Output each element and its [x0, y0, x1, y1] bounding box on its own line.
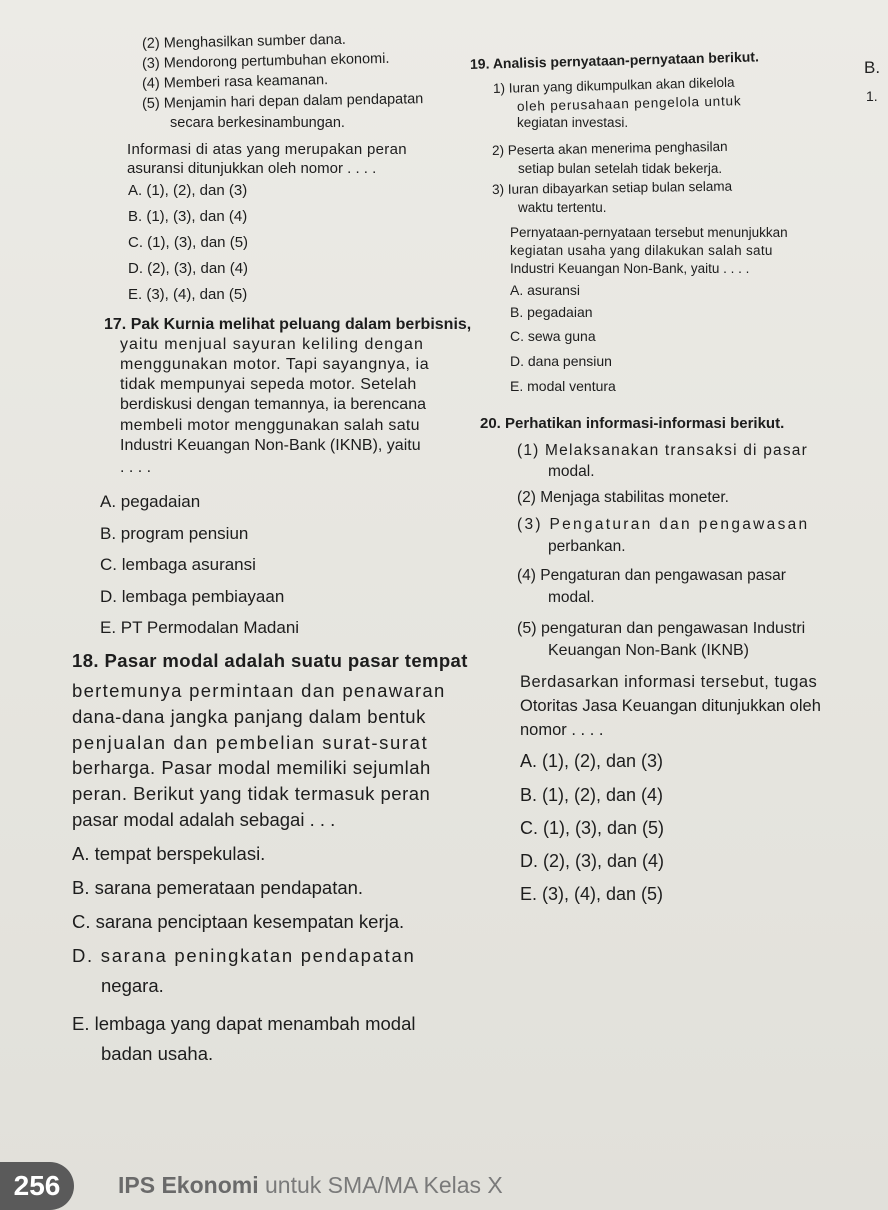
q17-stem-line: berdiskusi dengan temannya, ia berencana	[120, 396, 426, 413]
q18-option-c: C. sarana penciptaan kesempatan kerja.	[72, 911, 405, 932]
q18-option-a: A. tempat berspekulasi.	[72, 843, 266, 864]
q20-stem-line: nomor . . . .	[520, 721, 604, 739]
q20-title: 20. Perhatikan informasi-informasi berikut.	[480, 415, 785, 432]
q18-option-d-cont: negara.	[101, 975, 164, 996]
q20-option-a: A. (1), (2), dan (3)	[520, 751, 664, 771]
q19-option-b: B. pegadaian	[510, 304, 593, 320]
book-title	[118, 1172, 503, 1199]
q20-stem-line: Otoritas Jasa Keuangan ditunjukkan oleh	[520, 697, 821, 715]
page-number: 256	[13, 1170, 61, 1201]
q20-option-d: D. (2), (3), dan (4)	[520, 851, 665, 871]
q16-item-2: (2) Menghasilkan sumber dana.	[141, 31, 347, 52]
q18-option-e-cont: badan usaha.	[101, 1043, 214, 1064]
q19-option-e: E. modal ventura	[510, 378, 616, 394]
q16-item-4: (4) Memberi rasa keamanan.	[141, 72, 329, 92]
q20-info-line: perbankan.	[548, 538, 626, 555]
q20-info-line: modal.	[548, 463, 595, 480]
q16-option-b: B. (1), (3), dan (4)	[128, 208, 248, 225]
q18-option-b: B. sarana pemerataan pendapatan.	[72, 877, 364, 898]
q18-stem-line: dana-dana jangka panjang dalam bentuk	[72, 706, 426, 727]
edge-mark-b: B.	[864, 58, 881, 77]
q18-option-d: D. sarana peningkatan pendapatan	[72, 945, 416, 966]
q16-option-d: D. (2), (3), dan (4)	[128, 260, 249, 277]
q17-stem-line: Industri Keuangan Non-Bank (IKNB), yaitu	[120, 437, 421, 454]
q17-option-b: B. program pensiun	[100, 524, 249, 543]
q17-option-a: A. pegadaian	[100, 492, 201, 511]
q18-option-e: E. lembaga yang dapat menambah modal	[72, 1013, 416, 1034]
q18-stem-line: 18. Pasar modal adalah suatu pasar tempat	[72, 650, 468, 671]
q20-stem-line: Berdasarkan informasi tersebut, tugas	[520, 673, 818, 691]
q16-option-a: A. (1), (2), dan (3)	[128, 182, 248, 199]
q19-title: 19. Analisis pernyataan-pernyataan berikut.	[469, 48, 760, 72]
q17-option-d: D. lembaga pembiayaan	[100, 587, 285, 606]
q19-option-c: C. sewa guna	[510, 328, 596, 344]
q19-statement-2a: 2) Peserta akan menerima penghasilan	[491, 138, 728, 158]
q20-info-line: (1) Melaksanakan transaksi di pasar	[517, 442, 808, 459]
q16-item-5b: secara berkesinambungan.	[170, 115, 345, 131]
q19-stem-1: Pernyataan-pernyataan tersebut menunjukkan	[510, 225, 788, 240]
q19-statement-1c: kegiatan investasi.	[517, 115, 629, 130]
q17-option-c: C. lembaga asuransi	[100, 555, 256, 574]
q20-info-line: modal.	[548, 589, 595, 606]
q17-stem-line: yaitu menjual sayuran keliling dengan	[120, 336, 424, 353]
q19-statement-1b: oleh perusahaan pengelola untuk	[516, 93, 742, 114]
q20-option-e: E. (3), (4), dan (5)	[520, 884, 664, 904]
q20-info-line: (3) Pengaturan dan pengawasan	[517, 516, 810, 533]
q17-stem-line: menggunakan motor. Tapi sayangnya, ia	[120, 356, 430, 373]
q18-stem-line: penjualan dan pembelian surat-surat	[72, 732, 429, 753]
q20-info-line: Keuangan Non-Bank (IKNB)	[548, 642, 749, 659]
q19-statement-3a: 3) Iuran dibayarkan setiap bulan selama	[491, 178, 733, 197]
q19-stem-3: Industri Keuangan Non-Bank, yaitu . . . .	[510, 261, 750, 276]
q20-option-c: C. (1), (3), dan (5)	[520, 818, 665, 838]
page-number-badge	[0, 1162, 74, 1210]
q20-info-line: (2) Menjaga stabilitas moneter.	[517, 489, 729, 506]
q18-stem-line: peran. Berikut yang tidak termasuk peran	[72, 783, 431, 804]
q20-info-line: (5) pengaturan dan pengawasan Industri	[517, 620, 806, 637]
q17-option-e: E. PT Permodalan Madani	[100, 618, 300, 637]
q19-option-d: D. dana pensiun	[510, 353, 612, 369]
edge-mark-one: 1.	[866, 88, 878, 104]
q18-stem-line: pasar modal adalah sebagai . . .	[72, 809, 336, 830]
q20-option-b: B. (1), (2), dan (4)	[520, 785, 664, 805]
q17-stem-line: membeli motor menggunakan salah satu	[120, 417, 420, 434]
q16-stem-1: Informasi di atas yang merupakan peran	[127, 141, 407, 158]
q16-option-c: C. (1), (3), dan (5)	[128, 234, 249, 251]
book-title-subject: IPS Ekonomi	[118, 1172, 259, 1198]
q16-item-3: (3) Mendorong pertumbuhan ekonomi.	[141, 50, 390, 72]
q20-info-line: (4) Pengaturan dan pengawasan pasar	[517, 567, 786, 584]
book-title-rest: untuk SMA/MA Kelas X	[258, 1172, 503, 1198]
q19-statement-3b: waktu tertentu.	[518, 200, 607, 215]
q19-statement-2b: setiap bulan setelah tidak bekerja.	[518, 161, 723, 176]
q16-item-5a: (5) Menjamin hari depan dalam pendapatan	[141, 91, 424, 112]
q17-stem-line: tidak mempunyai sepeda motor. Setelah	[120, 376, 417, 393]
q18-stem-line: berharga. Pasar modal memiliki sejumlah	[72, 757, 431, 778]
q17-stem-line: 17. Pak Kurnia melihat peluang dalam berbisnis,	[104, 316, 472, 333]
q16-option-e: E. (3), (4), dan (5)	[128, 286, 248, 303]
q18-stem-line: bertemunya permintaan dan penawaran	[72, 680, 446, 701]
q19-option-a: A. asuransi	[510, 282, 581, 298]
q19-stem-2: kegiatan usaha yang dilakukan salah satu	[510, 243, 773, 258]
q17-stem-line: . . . .	[120, 459, 152, 476]
q19-statement-1a: 1) Iuran yang dikumpulkan akan dikelola	[492, 74, 735, 96]
q16-stem-2: asuransi ditunjukkan oleh nomor . . . .	[127, 160, 377, 177]
